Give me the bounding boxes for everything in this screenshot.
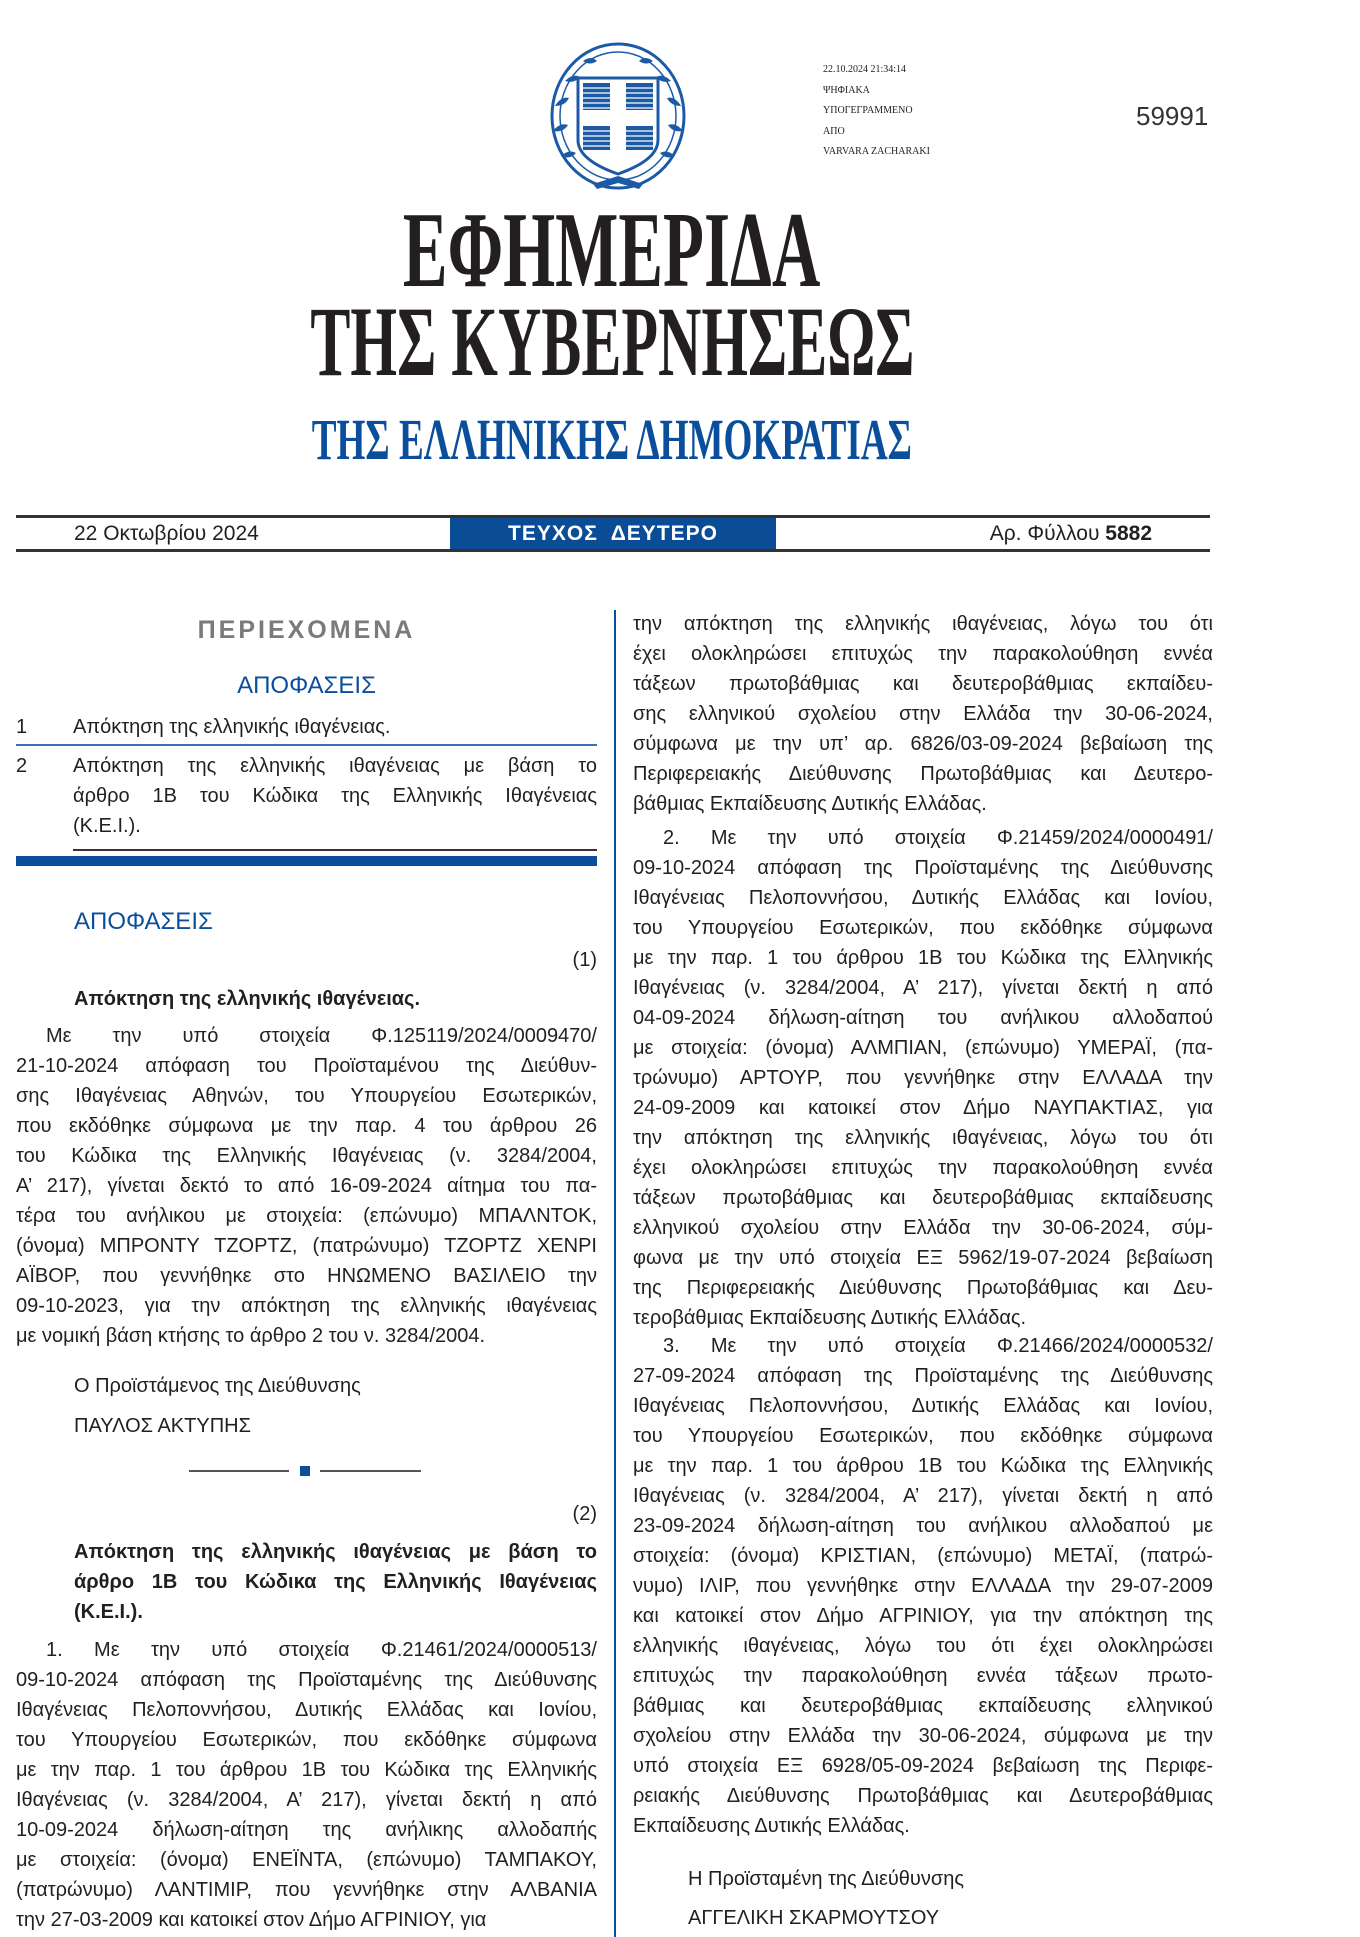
text-line: με την παρ. 1 του άρθρου 1Β του Κώδικα της Ελληνικής <box>633 1455 1213 1477</box>
toc-item-number: 1 <box>16 716 28 738</box>
text-line: του Κώδικα της Ελληνικής Ιθαγένειας (ν. 3284/2004, <box>16 1145 597 1167</box>
text-line: με στοιχεία: (όνομα) ΕΝΕΪΝΤΑ, (επώνυμο) ΤΑΜΠΑΚΟΥ, <box>16 1849 597 1871</box>
text-line: επιτυχώς την παρακολούθηση εννέα τάξεων πρωτο- <box>633 1665 1213 1687</box>
section-heading: ΑΠΟΦΑΣΕΙΣ <box>74 908 213 935</box>
text-line: 09-10-2024 απόφαση της Προϊσταμένης της Διεύθυνσης <box>633 857 1213 879</box>
text-line: έχει ολοκληρώσει επιτυχώς την παρακολούθηση εννέα <box>633 643 1213 665</box>
text-line: νυμο) ΙΛΙΡ, που γεννήθηκε στην ΕΛΛΑΔΑ την 29-07-2009 <box>633 1575 1213 1597</box>
text-line: Εκπαίδευσης Δυτικής Ελλάδας. <box>633 1815 910 1837</box>
text-line: 09-10-2024 απόφαση της Προϊσταμένης της Διεύθυνσης <box>16 1669 597 1691</box>
text-line: 10-09-2024 δήλωση-αίτηση της ανήλικης αλλοδαπής <box>16 1819 597 1841</box>
text-line: τρώνυμο) ΑΡΤΟΥΡ, που γεννήθηκε στην ΕΛΛΑΔΑ την <box>633 1067 1213 1089</box>
signature-title: Η Προϊσταμένη της Διεύθυνσης <box>688 1868 964 1890</box>
text-line: (όνομα) ΜΠΡΟΝΤΥ ΤΖΟΡΤΖ, (πατρώνυμο) ΤΖΟΡΤΖ ΧΕΝΡΙ <box>16 1235 597 1257</box>
text-line: τάξεων πρωτοβάθμιας και δευτεροβάθμιας εκπαίδευσης <box>633 1187 1213 1209</box>
text-line: και κατοικεί στον Δήμο ΑΓΡΙΝΙΟΥ, για την απόκτηση της <box>633 1605 1213 1627</box>
text-line: με νομική βάση κτήσης το άρθρο 2 του ν. 3284/2004. <box>16 1325 486 1347</box>
text-line: βάθμιας Εκπαίδευσης Δυτικής Ελλάδας. <box>633 793 987 815</box>
text-line: άρθρο 1Β του Κώδικα της Ελληνικής Ιθαγένειας <box>73 785 597 807</box>
decision-title <box>74 1537 597 1627</box>
decision-paragraph <box>16 1021 597 1351</box>
signature-name: ΠΑΥΛΟΣ ΑΚΤΥΠΗΣ <box>74 1415 251 1437</box>
text-line: σης ελληνικού σχολείου στην Ελλάδα την 30-06-2024, <box>633 703 1213 725</box>
text-line: την 27-03-2009 και κατοικεί στον Δήμο ΑΓΡΙΝΙΟΥ, για <box>16 1909 487 1931</box>
text-line: σης Ιθαγένειας Αθηνών, του Υπουργείου Εσωτερικών, <box>16 1085 597 1107</box>
separator-line <box>320 1470 421 1472</box>
text-line: (Κ.Ε.Ι.). <box>74 1601 143 1623</box>
text-line: 1. Με την υπό στοιχεία Φ.21461/2024/0000513/ <box>46 1639 597 1661</box>
text-line: Απόκτηση της ελληνικής ιθαγένειας με βάση το <box>74 1541 597 1563</box>
decision-number: (1) <box>572 949 597 971</box>
text-line: σύμφωνα με την υπ’ αρ. 6826/03-09-2024 βεβαίωση της <box>633 733 1213 755</box>
decision-paragraph <box>16 1635 597 1935</box>
toc-end-bar <box>16 856 597 866</box>
text-line: Ιθαγένειας Πελοποννήσου, Δυτικής Ελλάδας και Ιονίου, <box>633 887 1213 909</box>
coat-of-arms-icon <box>543 36 693 194</box>
text-line: Ιθαγένειας Πελοποννήσου, Δυτικής Ελλάδας και Ιονίου, <box>16 1699 597 1721</box>
sheet-number: Αρ. Φύλλου 5882 <box>989 522 1152 545</box>
digital-signature-stamp <box>823 60 930 163</box>
separator-square-icon <box>300 1466 310 1476</box>
decision-title <box>74 984 597 1014</box>
text-line: 04-09-2024 δήλωση-αίτηση του ανήλικου αλλοδαπού <box>633 1007 1213 1029</box>
toc-item-2[interactable] <box>73 751 597 841</box>
signature-name: ΑΓΓΕΛΙΚΗ ΣΚΑΡΜΟΥΤΣΟΥ <box>688 1907 940 1929</box>
text-line: Α’ 217), γίνεται δεκτό το από 16-09-2024 αίτημα του πα- <box>16 1175 597 1197</box>
decision-paragraph-continued <box>633 609 1213 819</box>
text-line: που εκδόθηκε σύμφωνα με την παρ. 4 του άρθρου 26 <box>16 1115 597 1137</box>
text-line: στοιχεία: (όνομα) ΚΡΙΣΤΙΑΝ, (επώνυμο) ΜΕΤΑΪ, (πατρώ- <box>633 1545 1213 1567</box>
signature-title: Ο Προϊστάμενος της Διεύθυνσης <box>74 1375 361 1397</box>
text-line: 24-09-2009 και κατοικεί στον Δήμο ΝΑΥΠΑΚΤΙΑΣ, για <box>633 1097 1213 1119</box>
issue-bar-bottom-rule <box>16 549 1210 552</box>
text-line: Απόκτηση της ελληνικής ιθαγένειας. <box>73 716 391 738</box>
text-line: με την παρ. 1 του άρθρου 1Β του Κώδικα της Ελληνικής <box>633 947 1213 969</box>
text-line: της Περιφερειακής Διεύθυνσης Πρωτοβάθμιας και Δευ- <box>633 1277 1213 1299</box>
decision-number: (2) <box>572 1503 597 1525</box>
text-line: Ιθαγένειας (ν. 3284/2004, Α’ 217), γίνεται δεκτή η από <box>16 1789 597 1811</box>
text-line: Ιθαγένειας Πελοποννήσου, Δυτικής Ελλάδας και Ιονίου, <box>633 1395 1213 1417</box>
text-line: Απόκτηση της ελληνικής ιθαγένειας με βάση το <box>73 755 597 777</box>
text-line: ρειακής Διεύθυνσης Πρωτοβάθμιας και Δευτεροβάθμιας <box>633 1785 1213 1807</box>
masthead-line1: ΕΦΗΜΕΡΙΔΑ <box>403 191 821 310</box>
text-line: (Κ.Ε.Ι.). <box>73 815 141 837</box>
toc-item-1[interactable] <box>73 712 597 742</box>
signature-timestamp: 22.10.2024 21:34:14 <box>823 64 907 75</box>
issue-date: 22 Οκτωβρίου 2024 <box>74 522 259 545</box>
decision-paragraph <box>633 1331 1213 1841</box>
text-line: του Υπουργείου Εσωτερικών, που εκδόθηκε σύμφωνα <box>16 1729 597 1751</box>
text-line: με στοιχεία: (όνομα) ΑΛΜΠΙΑΝ, (επώνυμο) ΥΜΕΡΑΪ, (πα- <box>633 1037 1213 1059</box>
toc-heading: ΠΕΡΙΕΧΟΜΕΝΑ <box>197 616 416 644</box>
text-line: Ιθαγένειας (ν. 3284/2004, Α’ 217), γίνεται δεκτή η από <box>633 1485 1213 1507</box>
text-line: (πατρώνυμο) ΛΑΝΤΙΜΙΡ, που γεννήθηκε στην ΑΛΒΑΝΙΑ <box>16 1879 597 1901</box>
text-line: βάθμιας και δευτεροβάθμιας εκπαίδευσης ελληνικού <box>633 1695 1213 1717</box>
masthead-line2: ΤΗΣ ΚΥΒΕΡΝΗΣΕΩΣ <box>309 286 915 397</box>
text-line: 23-09-2024 δήλωση-αίτηση του ανήλικου αλλοδαπού με <box>633 1515 1213 1537</box>
text-line: Απόκτηση της ελληνικής ιθαγένειας. <box>74 988 421 1010</box>
text-line: την απόκτηση της ελληνικής ιθαγένειας, λόγω του ότι <box>633 613 1213 635</box>
text-line: 27-09-2024 απόφαση της Προϊσταμένης της Διεύθυνσης <box>633 1365 1213 1387</box>
signature-line: ΨΗΦΙΑΚΑ <box>823 84 870 96</box>
section-separator <box>189 1466 421 1476</box>
toc-item-number: 2 <box>16 755 28 777</box>
separator-line <box>189 1470 289 1472</box>
text-line: σχολείου στην Ελλάδα την 30-06-2024, σύμφωνα με την <box>633 1725 1213 1747</box>
decision-paragraph <box>633 823 1213 1333</box>
text-line: ελληνικής ιθαγένειας, λόγω του ότι έχει ολοκληρώσει <box>633 1635 1213 1657</box>
text-line: Περιφερειακής Διεύθυνσης Πρωτοβάθμιας και Δευτερο- <box>633 763 1213 785</box>
text-line: 3. Με την υπό στοιχεία Φ.21466/2024/0000532/ <box>663 1335 1213 1357</box>
text-line: Με την υπό στοιχεία Φ.125119/2024/0009470/ <box>46 1025 597 1047</box>
text-line: του Υπουργείου Εσωτερικών, που εκδόθηκε σύμφωνα <box>633 1425 1213 1447</box>
page-number: 59991 <box>1136 101 1209 131</box>
toc-end-rule <box>73 849 597 851</box>
text-line: Ιθαγένειας (ν. 3284/2004, Α’ 217), γίνεται δεκτή η από <box>633 977 1213 999</box>
text-line: του Υπουργείου Εσωτερικών, που εκδόθηκε σύμφωνα <box>633 917 1213 939</box>
text-line: με την παρ. 1 του άρθρου 1Β του Κώδικα της Ελληνικής <box>16 1759 597 1781</box>
text-line: έχει ολοκληρώσει επιτυχώς την παρακολούθηση εννέα <box>633 1157 1213 1179</box>
text-line: τεροβάθμιας Εκπαίδευσης Δυτικής Ελλάδας. <box>633 1307 1027 1329</box>
toc-section: ΑΠΟΦΑΣΕΙΣ <box>237 672 376 699</box>
text-line: υπό στοιχεία ΕΞ 6928/05-09-2024 βεβαίωση της Περιφε- <box>633 1755 1213 1777</box>
signature-line: ΥΠΟΓΕΓΡΑΜΜΕΝΟ <box>823 105 913 116</box>
signature-line: ΑΠΟ <box>823 125 845 137</box>
text-line: 21-10-2024 απόφαση του Προϊσταμένου της Διεύθυν- <box>16 1055 597 1077</box>
signature-signer: VARVARA ZACHARAKI <box>823 146 930 157</box>
text-line: 09-10-2023, για την απόκτηση της ελληνικής ιθαγένειας <box>16 1295 597 1317</box>
masthead-line3: ΤΗΣ ΕΛΛΗΝΙΚΗΣ ΔΗΜΟΚΡΑΤΙΑΣ <box>311 407 913 472</box>
text-line: ελληνικού σχολείου στην Ελλάδα την 30-06-2024, σύμ- <box>633 1217 1213 1239</box>
text-line: την απόκτηση της ελληνικής ιθαγένειας, λόγω του ότι <box>633 1127 1213 1149</box>
issue-type-badge: ΤΕΥΧΟΣ ΔΕΥΤΕΡΟ <box>450 518 776 549</box>
text-line: τέρα του ανήλικου με στοιχεία: (επώνυμο) ΜΠΑΛΝΤΟΚ, <box>16 1205 597 1227</box>
text-line: ΑΪΒΟΡ, που γεννήθηκε στο ΗΝΩΜΕΝΟ ΒΑΣΙΛΕΙΟ την <box>16 1265 597 1287</box>
text-line: φωνα με την υπό στοιχεία ΕΞ 5962/19-07-2024 βεβαίωση <box>633 1247 1213 1269</box>
column-divider <box>614 610 616 1937</box>
text-line: άρθρο 1Β του Κώδικα της Ελληνικής Ιθαγένειας <box>74 1571 597 1593</box>
toc-item-divider <box>16 744 597 746</box>
text-line: τάξεων πρωτοβάθμιας και δευτεροβάθμιας εκπαίδευ- <box>633 673 1213 695</box>
text-line: 2. Με την υπό στοιχεία Φ.21459/2024/0000491/ <box>663 827 1213 849</box>
